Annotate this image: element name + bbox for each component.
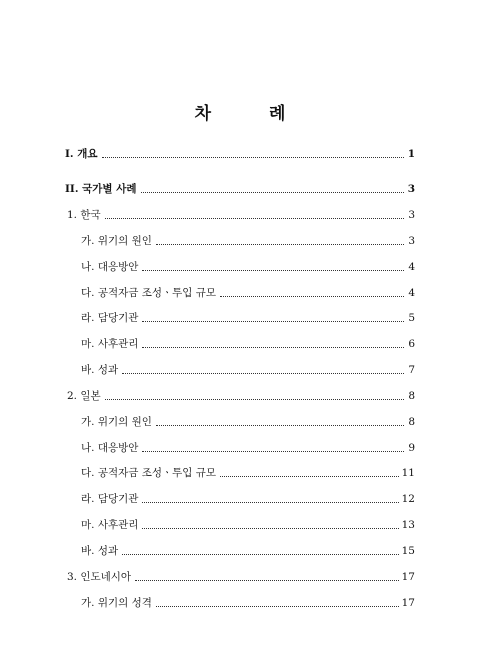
toc-entry-japan-follow-up[interactable] [81, 516, 415, 532]
toc-entry-country-cases[interactable] [65, 180, 415, 196]
toc-entry-label: 마. 사후관리 [81, 338, 139, 350]
toc-entry-japan-agencies[interactable] [81, 490, 415, 506]
toc-entry-label: 바. 성과 [81, 364, 119, 376]
toc-entry-label: 마. 사후관리 [81, 519, 139, 531]
dot-leader [156, 605, 399, 607]
toc-entry-label: 가. 위기의 원인 [81, 235, 152, 247]
toc-entry-label: 바. 성과 [81, 545, 119, 557]
toc-entry-label: II. 국가별 사례 [65, 183, 137, 195]
dot-leader [105, 217, 404, 219]
toc-entry-page: 8 [408, 416, 415, 428]
toc-entry-korea-agencies[interactable] [81, 309, 415, 325]
toc-entry-indonesia-nature[interactable] [81, 594, 415, 610]
toc-entry-label: I. 개요 [65, 148, 98, 160]
toc-entry-page: 11 [401, 467, 415, 479]
dot-leader [105, 398, 404, 400]
dot-leader [142, 527, 398, 529]
toc-entry-page: 3 [407, 183, 415, 195]
toc-entry-page: 6 [408, 338, 415, 350]
page-title: 차 례 [194, 104, 312, 124]
toc-entry-korea-follow-up[interactable] [81, 335, 415, 351]
toc-entry-page: 3 [408, 209, 415, 221]
dot-leader [142, 269, 404, 271]
toc-entry-page: 1 [407, 148, 415, 160]
toc-entry-page: 4 [408, 261, 415, 273]
toc-entry-label: 3. 인도네시아 [67, 571, 132, 583]
toc-entry-page: 17 [401, 597, 415, 609]
toc-entry-label: 가. 위기의 성격 [81, 597, 152, 609]
toc-entry-korea-causes[interactable] [81, 232, 415, 248]
dot-leader [122, 553, 399, 555]
dot-leader [156, 243, 404, 245]
toc-entry-page: 8 [408, 390, 415, 402]
toc-entry-japan-causes[interactable] [81, 413, 415, 429]
dot-leader [156, 424, 404, 426]
toc-entry-page: 15 [401, 545, 415, 557]
toc-entry-label: 다. 공적자금 조성ㆍ투입 규모 [81, 287, 217, 299]
toc-entry-korea-public-funds[interactable] [81, 284, 415, 300]
dot-leader [142, 320, 404, 322]
toc-entry-page: 13 [401, 519, 415, 531]
toc-entry-korea-response[interactable] [81, 258, 415, 274]
toc-entry-korea[interactable] [67, 206, 415, 222]
toc-entry-japan-response[interactable] [81, 439, 415, 455]
dot-leader [122, 372, 404, 374]
toc-entry-page: 17 [401, 571, 415, 583]
toc-entry-overview[interactable] [65, 145, 415, 161]
dot-leader [142, 450, 404, 452]
dot-leader [141, 191, 404, 193]
toc-entry-page: 5 [408, 312, 415, 324]
dot-leader [102, 156, 404, 158]
toc-entry-page: 9 [408, 442, 415, 454]
toc-entry-page: 3 [408, 235, 415, 247]
toc-entry-label: 나. 대응방안 [81, 261, 139, 273]
toc-entry-label: 가. 위기의 원인 [81, 416, 152, 428]
toc-entry-label: 라. 담당기관 [81, 312, 139, 324]
toc-entry-page: 12 [401, 493, 415, 505]
dot-leader [135, 579, 399, 581]
toc-entry-page: 4 [408, 287, 415, 299]
toc-entry-label: 나. 대응방안 [81, 442, 139, 454]
dot-leader [220, 475, 399, 477]
toc-entry-label: 다. 공적자금 조성ㆍ투입 규모 [81, 467, 217, 479]
toc-entry-page: 7 [408, 364, 415, 376]
toc-entry-korea-results[interactable] [81, 361, 415, 377]
dot-leader [142, 501, 398, 503]
dot-leader [142, 346, 404, 348]
toc-entry-japan-public-funds[interactable] [81, 464, 415, 480]
toc-entry-label: 1. 한국 [67, 209, 101, 221]
toc-entry-japan-results[interactable] [81, 542, 415, 558]
toc-entry-label: 라. 담당기관 [81, 493, 139, 505]
toc-entry-label: 2. 일본 [67, 390, 101, 402]
toc-entry-indonesia[interactable] [67, 568, 415, 584]
dot-leader [220, 295, 404, 297]
toc-entry-japan[interactable] [67, 387, 415, 403]
